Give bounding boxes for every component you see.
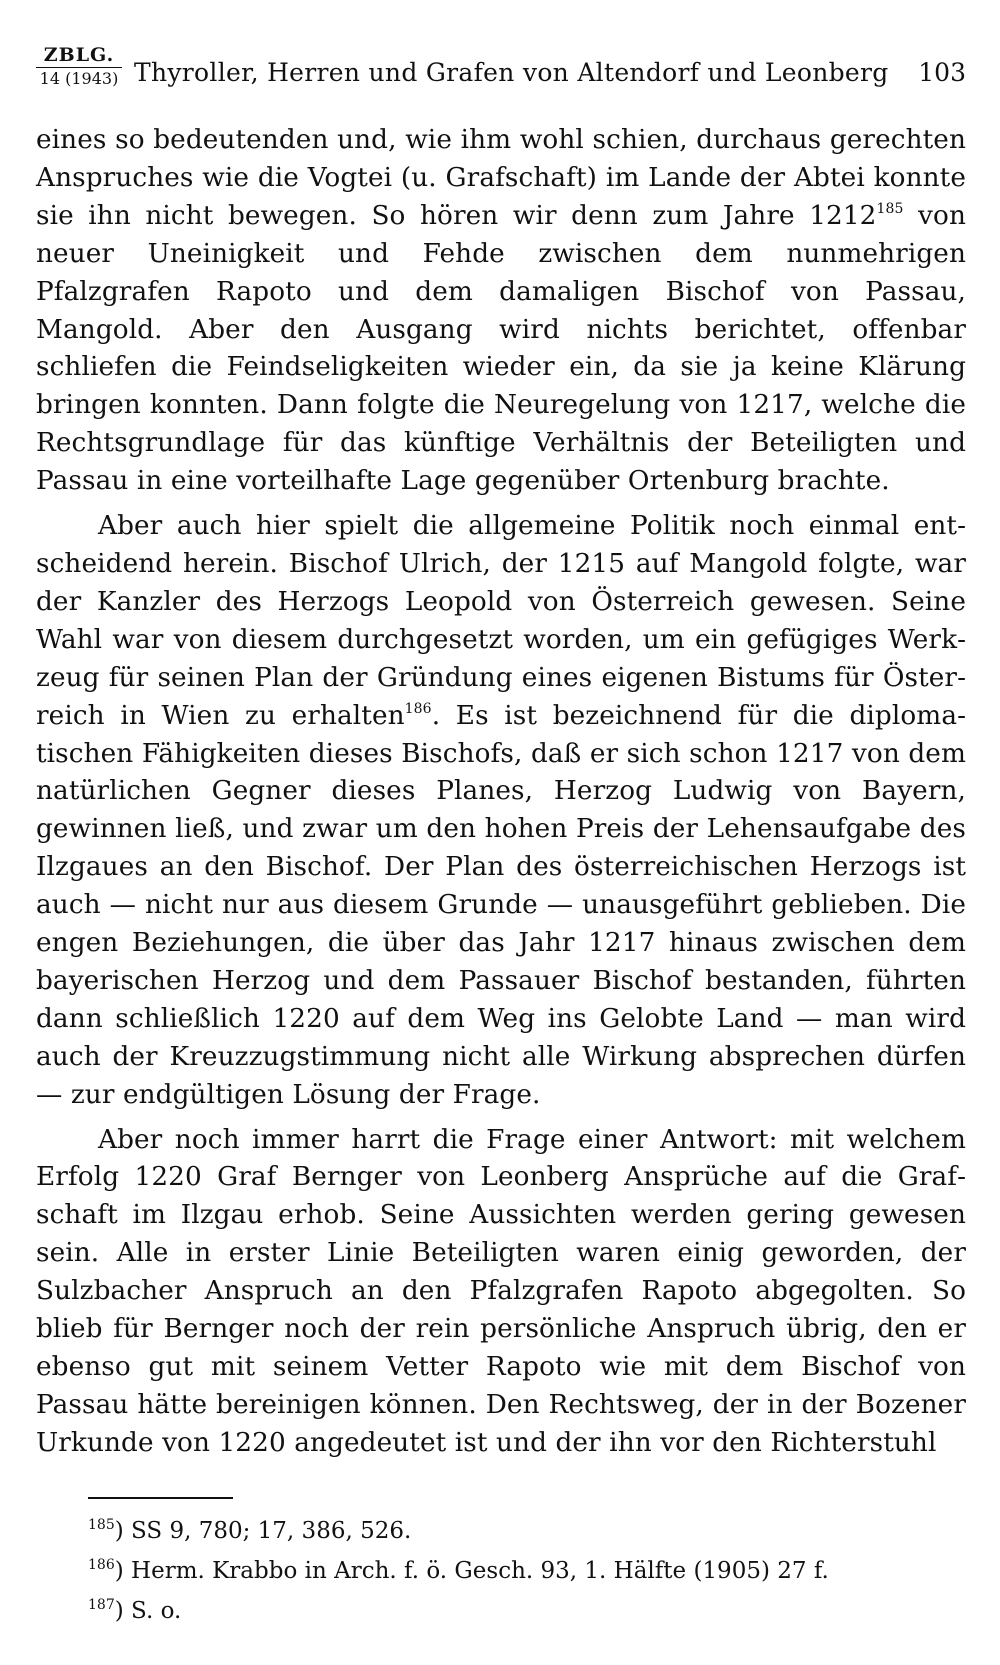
footnote: [88, 1548, 968, 1588]
footnote-text: SS 9, 780; 17, 386, 526.: [131, 1518, 412, 1544]
running-title: Thyroller, Herren und Grafen von Altendorf und Leonberg: [134, 58, 889, 87]
paragraph-text: eines so bedeutenden und, wie ihm wohl schien, durchaus gerechten Anspruches wie die Vogtei (u. Grafschaft) im Lande der Abtei konnte sie ihn nicht bewegen. So hören wir denn zum Jahre 1212: [36, 125, 966, 231]
footnote-paren: ): [114, 1558, 132, 1584]
page-header: [36, 42, 966, 98]
footnote-number: 186: [88, 1557, 115, 1573]
footnote-reference: 185: [876, 200, 904, 217]
footnote-divider: [88, 1497, 233, 1499]
footnote-paren: ): [114, 1598, 132, 1624]
footnote-number: 187: [88, 1597, 115, 1613]
journal-volume: 14 (1943): [39, 69, 119, 88]
footnote-text: S. o.: [131, 1598, 182, 1624]
paragraph-text: von neuer Uneinigkeit und Fehde zwischen dem nunmehrigen Pfalzgrafen Rapoto und dem damaligen Bischof von Passau, Mangold. Aber den Ausgang wird nichts berichtet, offenbar schliefen die Feindseligkeiten wieder ein, da sie ja keine Klärung bringen konnten. Dann folgte die Neuregelung von 1217, welche die Rechtsgrundlage für das künftige Verhältnis der Beteiligten und Passau in eine vorteilhafte Lage gegenüber Ortenburg brachte.: [36, 200, 966, 497]
footnote: [88, 1588, 968, 1628]
footnotes: [88, 1508, 968, 1628]
footnote-number: 185: [88, 1517, 115, 1533]
paragraph: [36, 508, 966, 1115]
footnote-paren: ): [114, 1518, 132, 1544]
journal-reference: [36, 44, 122, 90]
footnote-text: Herm. Krabbo in Arch. f. ö. Gesch. 93, 1. Hälfte (1905) 27 f.: [131, 1558, 829, 1584]
page-number: 103: [918, 58, 966, 87]
paragraph-text: Aber noch immer harrt die Frage einer Antwort: mit welchem Erfolg 1220 Graf Bernger von Leonberg Ansprüche auf die Grafschaft im Ilzgau erhob. Seine Aussichten werden gering gewesen sein. Alle in erster Linie Beteiligten waren einig geworden, der Sulzbacher Anspruch an den Pfalzgrafen Rapoto abgegolten. So blieb für Bernger noch der rein persönliche Anspruch übrig, den er ebenso gut mit seinem Vetter Rapoto wie mit dem Bischof von Passau hätte bereinigen können. Den Rechtsweg, der in der Bozener Urkunde von 1220 angedeutet ist und der ihn vor den Richterstuhl: [36, 1124, 966, 1458]
body-text: [36, 122, 966, 1463]
paragraph-text: . Es ist bezeichnend für die diplomatischen Fähigkeiten dieses Bischofs, daß er sich schon 1217 von dem natürlichen Gegner dieses Planes, Herzog Ludwig von Bayern, gewinnen ließ, und zwar um den hohen Preis der Lehensaufgabe des Ilzgaues an den Bischof. Der Plan des österreichischen Herzogs ist auch — nicht nur aus diesem Grunde — unausgeführt geblieben. Die engen Beziehungen, die über das Jahr 1217 hinaus zwischen dem bayerischen Herzog und dem Passauer Bischof bestanden, führten dann schließlich 1220 auf dem Weg ins Gelobte Land — man wird auch der Kreuzzugstimmung nicht alle Wirkung absprechen dürfen — zur endgültigen Lösung der Frage.: [36, 700, 966, 1110]
paragraph: [36, 122, 966, 501]
journal-abbreviation: ZBLG.: [36, 44, 122, 68]
footnote-reference: 186: [404, 700, 432, 717]
paragraph-text: Aber auch hier spielt die allgemeine Politik noch einmal entscheidend herein. Bischof Ulrich, der 1215 auf Mangold folgte, war der Kanzler des Herzogs Leopold von Österreich gewesen. Seine Wahl war von diesem durchgesetzt worden, um ein gefügiges Werkzeug für seinen Plan der Gründung eines eigenen Bistums für Österreich in Wien zu erhalten: [36, 511, 966, 731]
footnote: [88, 1508, 968, 1548]
paragraph: [36, 1122, 966, 1463]
